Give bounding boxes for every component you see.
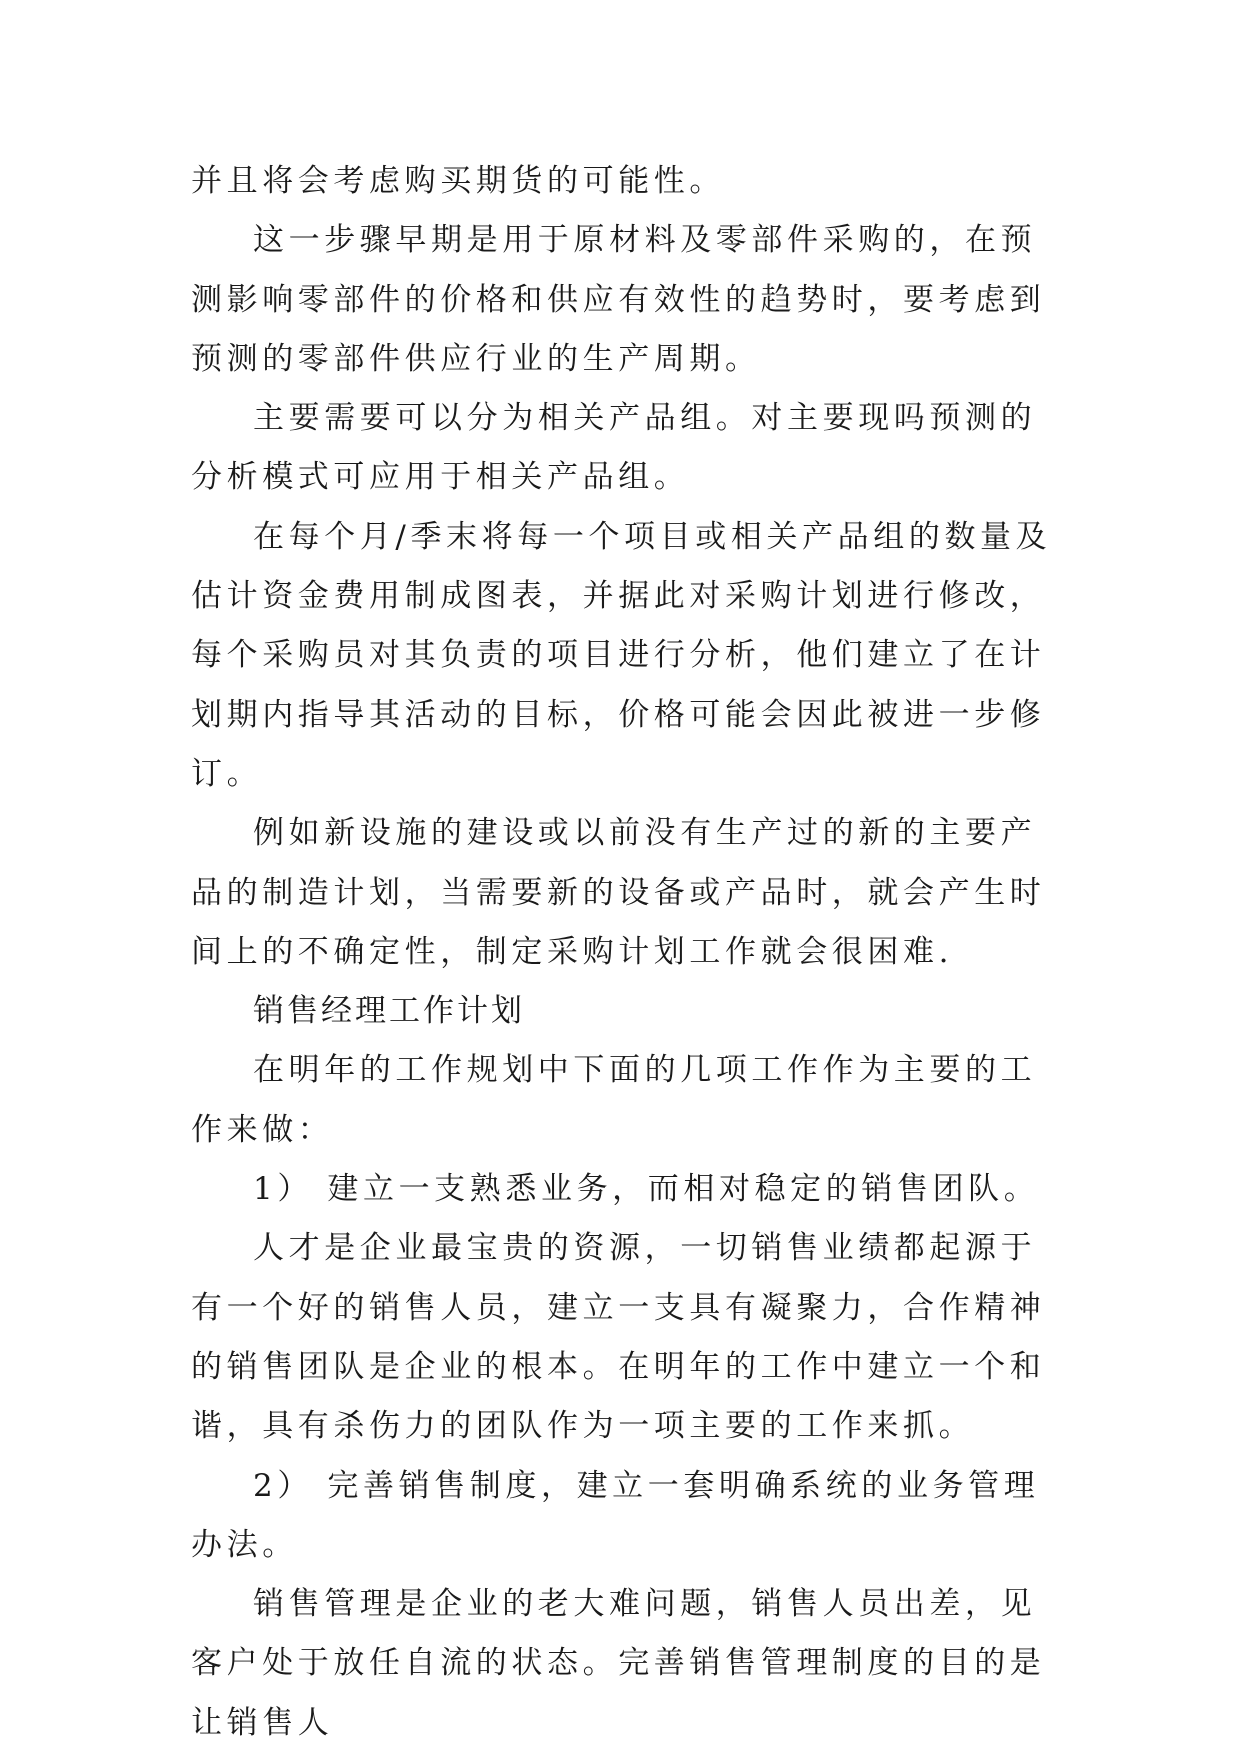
paragraph-monthly-charts: 在每个月/季末将每一个项目或相关产品组的数量及估计资金费用制成图表，并据此对采购计划进行修改，每个采购员对其负责的项目进行分析，他们建立了在计划期内指导其活动的目标，价格可能会因此被进一步修订。 [191, 518, 1052, 792]
paragraph-sales-management: 销售管理是企业的老大难问题，销售人员出差，见客户处于放任自流的状态。完善销售管理制度的目的是让销售人 [191, 1586, 1046, 1741]
paragraph-next-year-plan: 在明年的工作规划中下面的几项工作作为主要的工作来做： [191, 1052, 1037, 1148]
paragraph-new-facilities: 例如新设施的建设或以前没有生产过的新的主要产品的制造计划，当需要新的设备或产品时，就会产生时间上的不确定性，制定采购计划工作就会很困难. [191, 815, 1046, 970]
list-item-2: 2） 完善销售制度，建立一套明确系统的业务管理办法。 [191, 1467, 1040, 1563]
paragraph-product-groups: 主要需要可以分为相关产品组。对主要现吗预测的分析模式可应用于相关产品组。 [191, 400, 1037, 496]
section-heading: 销售经理工作计划 [253, 993, 525, 1030]
paragraph-continuation: 并且将会考虑购买期货的可能性。 [191, 163, 725, 199]
document-body [191, 152, 1071, 1753]
list-item-1: 1） 建立一支熟悉业务，而相对稳定的销售团队。 [253, 1171, 1040, 1208]
paragraph-procurement-early-stage: 这一步骤早期是用于原材料及零部件采购的，在预测影响零部件的价格和供应有效性的趋势时，要考虑到预测的零部件供应行业的生产周期。 [191, 222, 1046, 377]
paragraph-talent: 人才是企业最宝贵的资源，一切销售业绩都起源于有一个好的销售人员，建立一支具有凝聚力，合作精神的销售团队是企业的根本。在明年的工作中建立一个和谐，具有杀伤力的团队作为一项主要的工作来抓。 [191, 1230, 1046, 1445]
